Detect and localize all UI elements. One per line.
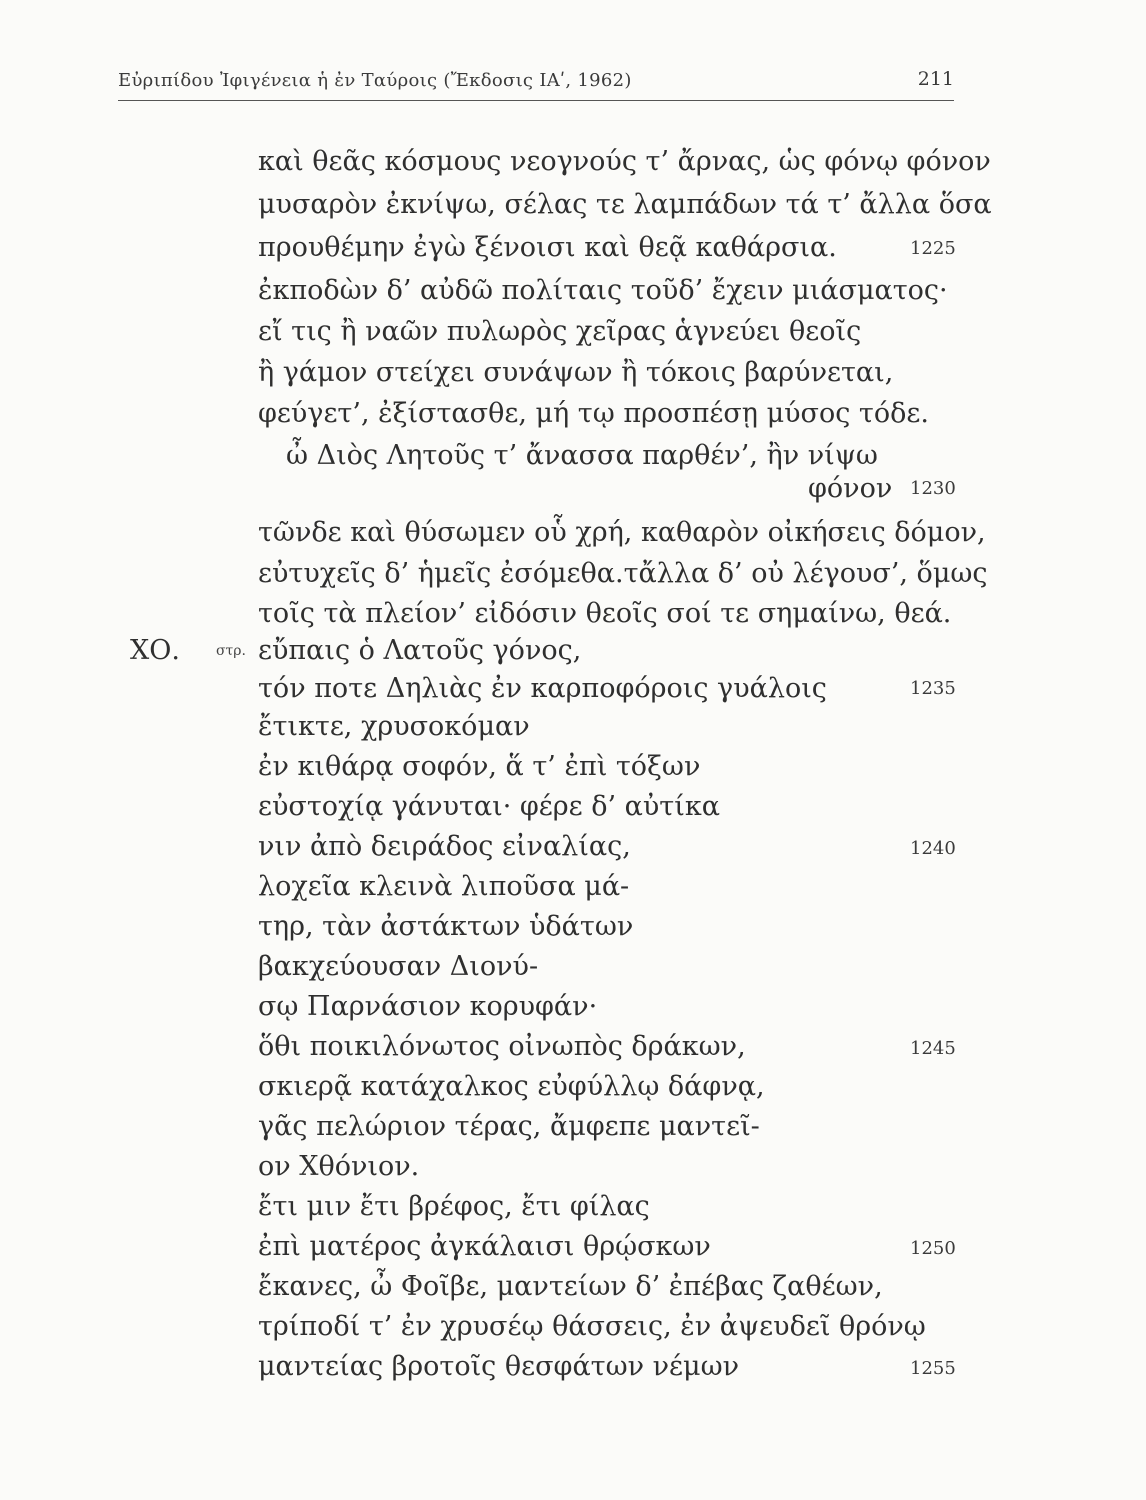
verse-line: καὶ θεᾶς κόσμους νεογνούς τ’ ἄρνας, ὡς φόνῳ φόνον: [258, 146, 991, 177]
verse-line: νιν ἀπὸ δειράδος εἰναλίας,: [258, 831, 631, 862]
verse-line: τῶνδε καὶ θύσωμεν οὗ χρή, καθαρὸν οἰκήσεις δόμον,: [258, 517, 986, 548]
verse-line: τηρ, τὰν ἀστάκτων ὑδάτων: [258, 911, 634, 942]
verse-line: τόν ποτε Δηλιὰς ἐν καρποφόροις γυάλοις: [258, 673, 827, 704]
line-number: 1245: [910, 1038, 956, 1059]
verse-line: τρίποδί τ’ ἐν χρυσέῳ θάσσεις, ἐν ἀψευδεῖ θρόνῳ: [258, 1311, 926, 1342]
line-number: 1250: [910, 1238, 956, 1259]
verse-line: σκιερᾷ κατάχαλκος εὐφύλλῳ δάφνᾳ,: [258, 1071, 765, 1102]
verse-line: ὅθι ποικιλόνωτος οἰνωπὸς δράκων,: [258, 1031, 746, 1062]
verse-line: τοῖς τὰ πλείον’ εἰδόσιν θεοῖς σοί τε σημαίνω, θεά.: [258, 598, 952, 629]
verse-line: ἐν κιθάρᾳ σοφόν, ἅ τ’ ἐπὶ τόξων: [258, 751, 701, 782]
page-number: 211: [917, 68, 954, 90]
verse-line: ὦ Διὸς Λητοῦς τ’ ἄνασσα παρθέν’, ἢν νίψω: [286, 440, 878, 471]
strophe-label: στρ.: [216, 643, 246, 659]
verse-line: γᾶς πελώριον τέρας, ἄμφεπε μαντεῖ-: [258, 1111, 760, 1142]
verse-line-continuation: φόνον: [808, 473, 893, 504]
verse-line: εὐστοχίᾳ γάνυται· φέρε δ’ αὐτίκα: [258, 791, 720, 822]
verse-line: ἐπὶ ματέρος ἀγκάλαισι θρῴσκων: [258, 1231, 711, 1262]
line-number: 1235: [910, 678, 956, 699]
verse-line: ἔκανες, ὦ Φοῖβε, μαντείων δ’ ἐπέβας ζαθέων,: [258, 1271, 883, 1302]
verse-line: ἢ γάμον στείχει συνάψων ἢ τόκοις βαρύνεται,: [258, 357, 894, 388]
line-number: 1230: [910, 478, 956, 499]
verse-line: ἔτι μιν ἔτι βρέφος, ἔτι φίλας: [258, 1191, 650, 1222]
verse-line: βακχεύουσαν Διονύ-: [258, 951, 539, 982]
verse-line: ἔτικτε, χρυσοκόμαν: [258, 711, 530, 742]
verse-line: προυθέμην ἐγὼ ξένοισι καὶ θεᾷ καθάρσια.: [258, 232, 837, 263]
verse-line: φεύγετ’, ἐξίστασθε, μή τῳ προσπέσῃ μύσος τόδε.: [258, 398, 929, 429]
verse-line: μαντείας βροτοῖς θεσφάτων νέμων: [258, 1351, 740, 1382]
verse-line: εὔπαις ὁ Λατοῦς γόνος,: [258, 635, 582, 666]
running-title: Εὐριπίδου Ἰφιγένεια ἡ ἐν Ταύροις (Ἔκδοσις ΙΑʹ, 1962): [118, 70, 632, 91]
verse-line: μυσαρὸν ἐκνίψω, σέλας τε λαμπάδων τά τ’ ἄλλα ὅσα: [258, 189, 992, 220]
line-number: 1255: [910, 1358, 956, 1379]
verse-line: ἐκποδὼν δ’ αὐδῶ πολίταις τοῦδ’ ἔχειν μιάσματος·: [258, 275, 948, 306]
verse-line: λοχεῖα κλεινὰ λιποῦσα μά-: [258, 871, 630, 902]
running-header: [118, 66, 954, 101]
verse-line: εἴ τις ἢ ναῶν πυλωρὸς χεῖρας ἁγνεύει θεοῖς: [258, 316, 862, 347]
line-number: 1240: [910, 838, 956, 859]
line-number: 1225: [910, 238, 956, 259]
verse-line: σῳ Παρνάσιον κορυφάν·: [258, 991, 598, 1022]
verse-line: ον Χθόνιον.: [258, 1151, 420, 1182]
speaker-label: ΧΟ.: [130, 635, 180, 666]
verse-line: εὐτυχεῖς δ’ ἡμεῖς ἐσόμεθα.τἄλλα δ’ οὐ λέγουσ’, ὅμως: [258, 558, 988, 589]
